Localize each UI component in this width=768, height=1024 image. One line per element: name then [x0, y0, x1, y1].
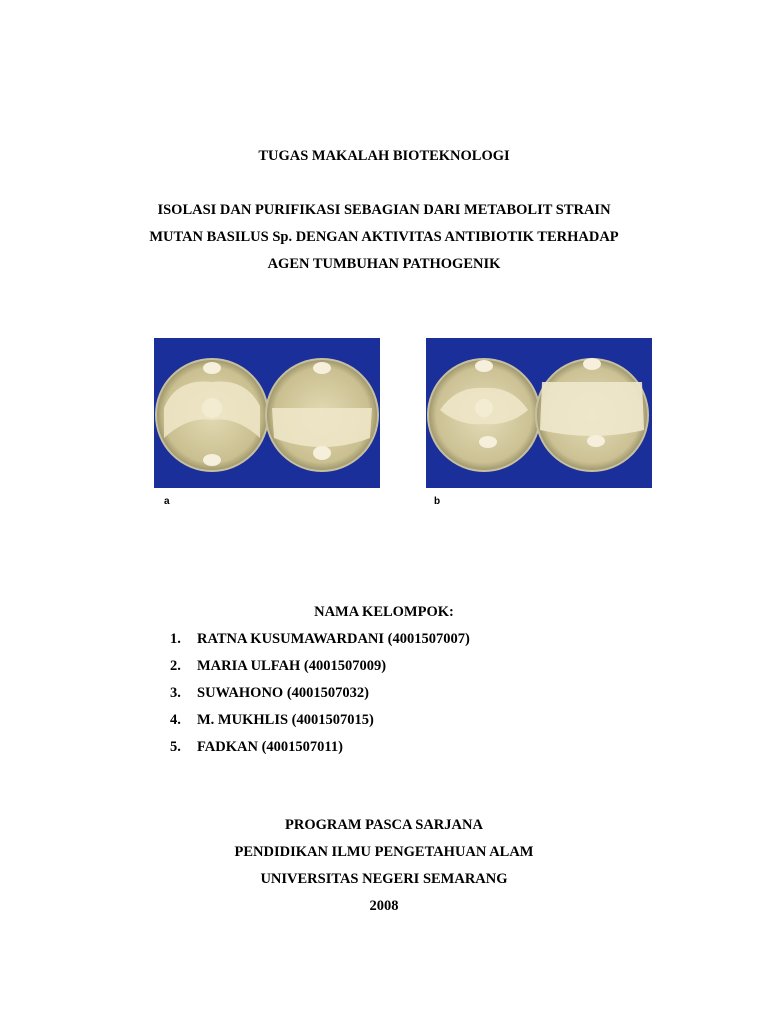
petri-dish-photo-b [426, 338, 652, 488]
figure-caption-b: b [434, 496, 441, 507]
petri-dish-photo-a [154, 338, 380, 488]
group-heading: NAMA KELOMPOK: [314, 604, 454, 620]
list-item-number: 4. [170, 712, 181, 728]
list-item-number: 1. [170, 631, 181, 647]
figure-caption-a: a [164, 496, 170, 507]
list-item-number: 5. [170, 739, 181, 755]
list-item-text: MARIA ULFAH (4001507009) [197, 658, 387, 674]
member-list [170, 630, 470, 765]
paper-title-line-3: AGEN TUMBUHAN PATHOGENIK [267, 256, 501, 272]
list-item-number: 3. [170, 685, 181, 701]
program-name: PROGRAM PASCA SARJANA [285, 817, 483, 833]
course-title: TUGAS MAKALAH BIOTEKNOLOGI [258, 148, 510, 164]
university-name: UNIVERSITAS NEGERI SEMARANG [260, 871, 508, 887]
list-item-text: FADKAN (4001507011) [197, 739, 343, 755]
list-item [170, 711, 470, 738]
paper-title-line-2: MUTAN BASILUS Sp. DENGAN AKTIVITAS ANTIBIOTIK TERHADAP [149, 229, 619, 245]
list-item-text: SUWAHONO (4001507032) [197, 685, 369, 701]
list-item [170, 657, 470, 684]
list-item [170, 630, 470, 657]
paper-title-line-1: ISOLASI DAN PURIFIKASI SEBAGIAN DARI METABOLIT STRAIN [157, 202, 611, 218]
list-item [170, 684, 470, 711]
list-item-text: M. MUKHLIS (4001507015) [197, 712, 374, 728]
study-program: PENDIDIKAN ILMU PENGETAHUAN ALAM [234, 844, 534, 860]
list-item-number: 2. [170, 658, 181, 674]
year: 2008 [369, 898, 399, 914]
list-item-text: RATNA KUSUMAWARDANI (4001507007) [197, 631, 470, 647]
list-item [170, 738, 470, 765]
